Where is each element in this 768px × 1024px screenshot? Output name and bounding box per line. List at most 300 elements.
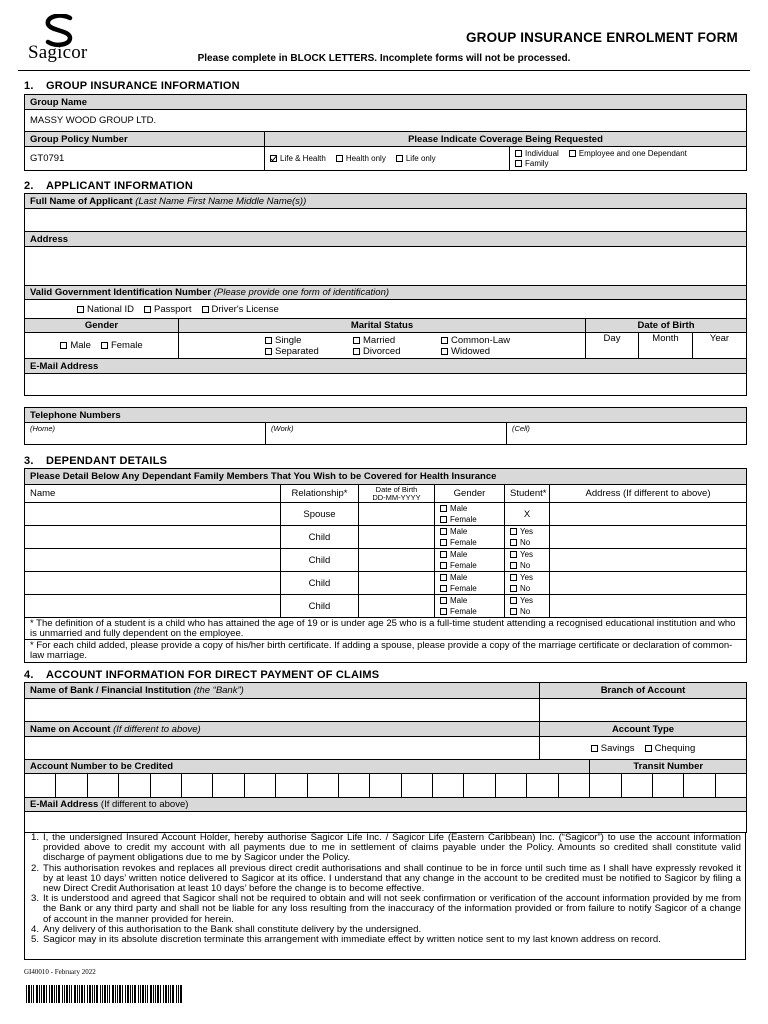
checkbox-icon: [440, 505, 447, 512]
dependant-row: [25, 526, 747, 549]
checkbox-icon: [353, 348, 360, 355]
option-label: Yes: [520, 573, 534, 582]
dependant-address-field[interactable]: [550, 595, 747, 618]
label-hint: (If different to above): [100, 799, 189, 810]
section-title: DEPENDANT DETAILS: [46, 455, 168, 467]
dependant-table: [24, 468, 747, 663]
coverage-type-individual[interactable]: [515, 149, 559, 159]
id-label: [25, 286, 747, 300]
account-type-savings[interactable]: [591, 743, 635, 754]
student-no[interactable]: [510, 606, 544, 617]
checkbox-icon: [60, 342, 67, 349]
dependant-gender-female[interactable]: [440, 606, 499, 617]
marital-divorced[interactable]: [353, 346, 441, 357]
barcode-bar: [84, 985, 85, 1003]
barcode-bar: [26, 985, 27, 1003]
barcode-bar: [96, 985, 98, 1003]
dependant-gender-female[interactable]: [440, 583, 499, 594]
barcode-bar: [178, 985, 179, 1003]
dob-month-label: Month: [639, 333, 693, 345]
option-label: Male: [450, 573, 468, 582]
marital-married[interactable]: [353, 335, 441, 346]
marital-widowed[interactable]: [441, 346, 490, 357]
option-label: Family: [525, 158, 549, 168]
checkbox-icon: [510, 539, 517, 546]
logo-text: Sagicor: [28, 42, 88, 63]
transit-digit-box[interactable]: [653, 774, 684, 798]
group-name-label: Group Name: [25, 95, 747, 110]
dependant-gender-female[interactable]: [440, 537, 499, 548]
section-number: 2.: [24, 180, 34, 192]
label-text: Full Name of Applicant: [30, 195, 133, 207]
barcode-bar: [100, 985, 101, 1003]
option-label: Single: [275, 334, 302, 346]
checkbox-icon: [441, 348, 448, 355]
account-email-label: [25, 798, 747, 812]
telephone-table: [24, 407, 747, 445]
form-subtitle: Please complete in BLOCK LETTERS. Incomplete forms will not be processed.: [197, 53, 571, 64]
group-policy-field[interactable]: GT0791: [25, 147, 265, 171]
label-hint: (the “Bank”): [193, 685, 244, 696]
checkbox-icon: [101, 342, 108, 349]
barcode-bar: [87, 985, 88, 1003]
option-label: Female: [450, 561, 477, 570]
dependant-name-field[interactable]: [25, 503, 281, 526]
account-digit-box[interactable]: [56, 774, 87, 798]
dependant-row: [25, 503, 747, 526]
account-digit-box[interactable]: [150, 774, 181, 798]
coverage-health-only[interactable]: [336, 154, 386, 163]
account-digit-box[interactable]: [119, 774, 150, 798]
applicant-table: [24, 193, 747, 396]
option-label: Male: [70, 340, 91, 351]
barcode-bar: [140, 985, 141, 1003]
dependant-gender-male[interactable]: [440, 526, 499, 537]
checkbox-icon: [440, 562, 447, 569]
gender-male[interactable]: [60, 340, 91, 351]
account-digit-box[interactable]: [527, 774, 558, 798]
barcode-bar: [107, 985, 108, 1003]
barcode-bar: [51, 985, 53, 1003]
barcode-bar: [77, 985, 78, 1003]
barcode-bar: [92, 985, 93, 1003]
col-relationship: Relationship*: [281, 485, 359, 503]
barcode-bar: [153, 985, 154, 1003]
option-label: Male: [450, 596, 468, 605]
address-field[interactable]: [25, 247, 747, 286]
section-title: APPLICANT INFORMATION: [46, 180, 193, 192]
account-type-chequing[interactable]: [645, 743, 696, 754]
dob-day-field[interactable]: [586, 345, 639, 359]
option-label: No: [520, 538, 531, 547]
section-number: 1.: [24, 80, 34, 92]
coverage-type-employee-one[interactable]: [569, 149, 687, 159]
group-insurance-table: [24, 94, 747, 171]
barcode-bar: [39, 985, 40, 1003]
label-text: Valid Government Identification Number: [30, 287, 212, 298]
barcode-bar: [176, 985, 177, 1003]
account-digit-box[interactable]: [307, 774, 338, 798]
barcode-bar: [74, 985, 76, 1003]
barcode-bar: [119, 985, 121, 1003]
barcode-bar: [46, 985, 47, 1003]
barcode-bar: [117, 985, 118, 1003]
item-text: It is understood and agreed that Sagicor shall not be required to obtain and will not seek confirmation or verification of the account information provided by me from the Bank or any third party and shall not be liable for any loss resulting from the inaccuracy of the information provided or from failure to notify Sagicor of a change of account in the manner provided for herein.: [43, 893, 741, 925]
option-label: Life only: [405, 154, 436, 163]
account-number-label: Account Number to be Credited: [25, 760, 590, 774]
barcode-bar: [145, 985, 146, 1003]
section-title: ACCOUNT INFORMATION FOR DIRECT PAYMENT OF CLAIMS: [46, 669, 380, 681]
barcode-bar: [165, 985, 167, 1003]
email-field[interactable]: [25, 374, 747, 396]
option-label: Health only: [345, 154, 386, 163]
checkbox-icon: [440, 608, 447, 615]
dependant-gender-male[interactable]: [440, 549, 499, 560]
account-number-table: [24, 759, 747, 833]
account-table: [24, 682, 747, 760]
email-label: E-Mail Address: [25, 359, 747, 374]
barcode-bar: [163, 985, 164, 1003]
barcode-bar: [54, 985, 55, 1003]
checkbox-icon: [569, 150, 576, 157]
transit-label: Transit Number: [590, 760, 747, 774]
dependant-gender-male[interactable]: [440, 595, 499, 606]
option-label: Common-Law: [451, 334, 511, 346]
option-label: Male: [450, 504, 468, 513]
option-label: Male: [450, 527, 468, 536]
id-passport[interactable]: [144, 304, 192, 315]
barcode-bar: [168, 985, 169, 1003]
dependant-name-field[interactable]: [25, 572, 281, 595]
barcode-bar: [69, 985, 70, 1003]
barcode-bar: [160, 985, 161, 1003]
dependant-relationship: Child: [281, 526, 359, 549]
account-digit-box[interactable]: [213, 774, 244, 798]
dependant-dob-field[interactable]: [359, 503, 435, 526]
item-number: 3.: [31, 893, 40, 905]
item-number: 1.: [31, 832, 40, 843]
phone-work-field[interactable]: [266, 423, 507, 445]
account-digit-box[interactable]: [401, 774, 432, 798]
label-hint: (If different to above): [113, 723, 201, 735]
student-no[interactable]: [510, 537, 544, 548]
option-label: Savings: [600, 742, 635, 754]
dependant-address-field[interactable]: [550, 572, 747, 595]
checkbox-icon: [144, 306, 151, 313]
checkbox-icon: [515, 160, 522, 167]
phone-work-label: (Work): [271, 424, 294, 433]
authorisation-item: [31, 833, 741, 864]
account-digit-box[interactable]: [25, 774, 56, 798]
dependant-dob-field[interactable]: [359, 572, 435, 595]
dependant-address-field[interactable]: [550, 503, 747, 526]
transit-digit-box[interactable]: [684, 774, 715, 798]
dependant-relationship: Child: [281, 595, 359, 618]
account-digit-box[interactable]: [495, 774, 526, 798]
coverage-life-only[interactable]: [396, 154, 436, 163]
barcode-bar: [122, 985, 123, 1003]
dob-month-field[interactable]: [639, 345, 693, 359]
account-digit-box[interactable]: [370, 774, 401, 798]
option-label: Yes: [520, 550, 534, 559]
student-yes[interactable]: [510, 572, 544, 583]
barcode-bar: [102, 985, 103, 1003]
dependant-dob-field[interactable]: [359, 549, 435, 572]
checkbox-icon: [510, 574, 517, 581]
checkbox-icon: [396, 155, 403, 162]
checkbox-icon: [440, 528, 447, 535]
barcode-bar: [127, 985, 129, 1003]
student-na: X: [505, 503, 550, 526]
barcode-bar: [138, 985, 139, 1003]
account-digit-box[interactable]: [338, 774, 369, 798]
dob-label: Date of Birth: [586, 319, 747, 333]
barcode-bar: [43, 985, 45, 1003]
group-policy-label: Group Policy Number: [25, 132, 265, 147]
transit-digit-box[interactable]: [621, 774, 652, 798]
checkbox-icon: [645, 745, 652, 752]
dob-year-label: Year: [693, 333, 747, 345]
student-no[interactable]: [510, 583, 544, 594]
barcode-bar: [71, 985, 72, 1003]
dependant-gender-female[interactable]: [440, 560, 499, 571]
checkbox-icon: [515, 150, 522, 157]
checkbox-icon: [440, 574, 447, 581]
barcode-bar: [89, 985, 91, 1003]
section-number: 4.: [24, 669, 34, 681]
checkbox-icon: [353, 337, 360, 344]
section-2-heading: [24, 180, 193, 192]
barcode-bar: [49, 985, 50, 1003]
dependant-relationship: Child: [281, 572, 359, 595]
barcode-bar: [36, 985, 38, 1003]
id-national[interactable]: [77, 304, 134, 315]
label-hint: (Please provide one form of identification): [213, 287, 390, 298]
barcode-bar: [142, 985, 144, 1003]
dependant-address-field[interactable]: [550, 526, 747, 549]
dependant-row: [25, 595, 747, 618]
student-yes[interactable]: [510, 549, 544, 560]
option-label: Life & Health: [280, 154, 326, 163]
phone-label: Telephone Numbers: [25, 408, 747, 423]
barcode-bar: [28, 985, 30, 1003]
marital-common-law[interactable]: [441, 335, 510, 346]
option-label: Passport: [154, 303, 192, 315]
barcode-bar: [104, 985, 106, 1003]
option-label: Divorced: [363, 345, 401, 357]
option-label: No: [520, 561, 531, 570]
option-label: Driver's License: [211, 303, 279, 315]
group-name-field[interactable]: MASSY WOOD GROUP LTD.: [25, 110, 747, 132]
item-text: Sagicor may in its absolute discretion terminate this arrangement with immediate effect by written notice sent to my last known address on record.: [43, 934, 661, 946]
account-email-field[interactable]: [25, 812, 747, 833]
header-divider: [18, 70, 750, 71]
phone-home-label: (Home): [30, 424, 56, 433]
dependant-name-field[interactable]: [25, 526, 281, 549]
item-number: 2.: [31, 862, 40, 874]
barcode-bar: [150, 985, 152, 1003]
col-gender: Gender: [435, 485, 505, 503]
barcode-bar: [125, 985, 126, 1003]
gender-label: Gender: [25, 319, 179, 333]
account-digit-box[interactable]: [244, 774, 275, 798]
barcode-bar: [64, 985, 65, 1003]
checkbox-icon: [440, 539, 447, 546]
barcode-bar: [81, 985, 83, 1003]
item-text: This authorisation revokes and replaces all previous direct credit authorisations and shall continue to be in force until such time as I shall have expressly revoked it by at least 10 days’ written notice delivered to Sagicor at its office. I understand that any change in the account to be credited must be notified to Sagicor by filing a new Direct Credit Authorisation at least 10 days’ before the change is to become effective.: [43, 862, 741, 895]
dob-day-label: Day: [586, 333, 639, 345]
dependant-gender-male[interactable]: [440, 572, 499, 583]
item-text: I, the undersigned Insured Account Holder, hereby authorise Sagicor Life Inc. / Sagicor Life (Eastern Caribbean) Inc. (“Sagicor”) to use the account information provided above to credit my account with all payments due to me in settlement of claims payable under the Policy. Amounts so credited shall constitute valid discharge of payment obligations due to me by Sagicor under the Policy.: [43, 832, 741, 864]
dependant-instruction: Please Detail Below Any Dependant Family Members That You Wish to be Covered for Health Insurance: [25, 469, 747, 485]
account-digit-box[interactable]: [464, 774, 495, 798]
barcode-bar: [130, 985, 131, 1003]
account-digit-box[interactable]: [276, 774, 307, 798]
checkbox-icon: [77, 306, 84, 313]
transit-digit-box[interactable]: [590, 774, 621, 798]
dependant-address-field[interactable]: [550, 549, 747, 572]
col-address: Address (If different to above): [550, 485, 747, 503]
marital-label: Marital Status: [179, 319, 586, 333]
option-label: Chequing: [654, 742, 696, 754]
dependant-name-field[interactable]: [25, 595, 281, 618]
col-dob-format: DD-MM-YYYY: [372, 492, 421, 502]
col-dob-label: Date of Birth: [375, 484, 418, 494]
barcode-bar: [62, 985, 63, 1003]
col-dob: [359, 485, 435, 503]
phone-cell-field[interactable]: [507, 423, 747, 445]
barcode-bar: [112, 985, 114, 1003]
checkbox-icon: [440, 585, 447, 592]
barcode-icon: [26, 985, 182, 1003]
account-type-label: Account Type: [540, 722, 747, 737]
coverage-life-health[interactable]: [270, 154, 326, 163]
option-label: Female: [450, 607, 477, 616]
full-name-label: [25, 194, 747, 209]
checkbox-icon: [510, 528, 517, 535]
dependant-dob-field[interactable]: [359, 526, 435, 549]
phone-home-field[interactable]: [25, 423, 266, 445]
option-label: Employee and one Dependant: [578, 148, 687, 158]
bank-label: [25, 683, 540, 699]
student-yes[interactable]: [510, 595, 544, 606]
section-number: 3.: [24, 455, 34, 467]
option-label: Yes: [520, 596, 534, 605]
barcode-bar: [147, 985, 148, 1003]
gender-female[interactable]: [101, 340, 143, 351]
label-hint: (Last Name First Name Middle Name(s)): [135, 195, 307, 207]
name-on-account-field[interactable]: [25, 737, 540, 760]
option-label: Male: [450, 550, 468, 559]
option-label: National ID: [87, 303, 134, 315]
barcode-bar: [109, 985, 110, 1003]
dependant-row: [25, 572, 747, 595]
barcode-bar: [94, 985, 95, 1003]
marital-separated[interactable]: [265, 346, 353, 357]
barcode-bar: [134, 985, 136, 1003]
coverage-type-family[interactable]: [515, 159, 549, 169]
section-1-heading: [24, 80, 240, 92]
dependant-gender-male[interactable]: [440, 503, 499, 514]
marital-single[interactable]: [265, 335, 353, 346]
checkbox-icon: [440, 551, 447, 558]
barcode-bar: [79, 985, 80, 1003]
coverage-label: Please Indicate Coverage Being Requested: [265, 132, 747, 147]
barcode-bar: [155, 985, 156, 1003]
account-digit-box[interactable]: [558, 774, 590, 798]
transit-digit-box[interactable]: [715, 774, 746, 798]
checkbox-checked-icon: [270, 155, 277, 162]
authorisation-terms: [24, 832, 746, 960]
checkbox-icon: [440, 597, 447, 604]
checkbox-icon: [591, 745, 598, 752]
option-label: Individual: [525, 148, 559, 158]
checkbox-icon: [265, 337, 272, 344]
account-digit-box[interactable]: [433, 774, 464, 798]
bank-field[interactable]: [25, 699, 540, 722]
dependant-relationship: Spouse: [281, 503, 359, 526]
authorisation-item: [31, 935, 741, 945]
barcode-bar: [157, 985, 159, 1003]
col-student: Student*: [505, 485, 550, 503]
checkbox-icon: [510, 585, 517, 592]
label-text: Name of Bank / Financial Institution: [30, 685, 191, 696]
item-number: 4.: [31, 923, 40, 935]
option-label: Separated: [275, 345, 319, 357]
checkbox-icon: [441, 337, 448, 344]
barcode-bar: [115, 985, 116, 1003]
checkbox-icon: [265, 348, 272, 355]
option-label: Female: [110, 340, 143, 351]
section-title: GROUP INSURANCE INFORMATION: [46, 80, 240, 92]
checkbox-icon: [510, 597, 517, 604]
section-4-heading: [24, 669, 379, 681]
dependant-name-field[interactable]: [25, 549, 281, 572]
option-label: No: [520, 584, 531, 593]
dependant-relationship: Child: [281, 549, 359, 572]
id-drivers-license[interactable]: [202, 304, 279, 315]
barcode-bar: [33, 985, 34, 1003]
item-text: Any delivery of this authorisation to the Bank shall constitute delivery by the undersigned.: [43, 923, 422, 935]
option-label: Female: [450, 538, 477, 547]
account-digit-box[interactable]: [87, 774, 118, 798]
branch-field[interactable]: [540, 699, 747, 722]
dob-year-field[interactable]: [693, 345, 747, 359]
label-text: E-Mail Address: [30, 799, 99, 810]
student-no[interactable]: [510, 560, 544, 571]
option-label: Female: [450, 515, 477, 524]
barcode-bar: [172, 985, 174, 1003]
barcode-bar: [66, 985, 68, 1003]
barcode-bar: [41, 985, 42, 1003]
col-name: Name: [25, 485, 281, 503]
option-label: Widowed: [451, 345, 491, 357]
authorisation-item: [31, 864, 741, 895]
barcode-bar: [56, 985, 57, 1003]
form-title: GROUP INSURANCE ENROLMENT FORM: [465, 30, 738, 45]
dependant-gender-female[interactable]: [440, 514, 499, 525]
authorisation-item: [31, 894, 741, 925]
phone-cell-label: (Cell): [512, 424, 530, 433]
item-number: 5.: [31, 934, 40, 946]
dependant-dob-field[interactable]: [359, 595, 435, 618]
option-label: Female: [450, 584, 477, 593]
account-digit-box[interactable]: [181, 774, 212, 798]
section-3-heading: [24, 455, 167, 467]
full-name-field[interactable]: [25, 209, 747, 232]
option-label: No: [520, 607, 531, 616]
student-yes[interactable]: [510, 526, 544, 537]
